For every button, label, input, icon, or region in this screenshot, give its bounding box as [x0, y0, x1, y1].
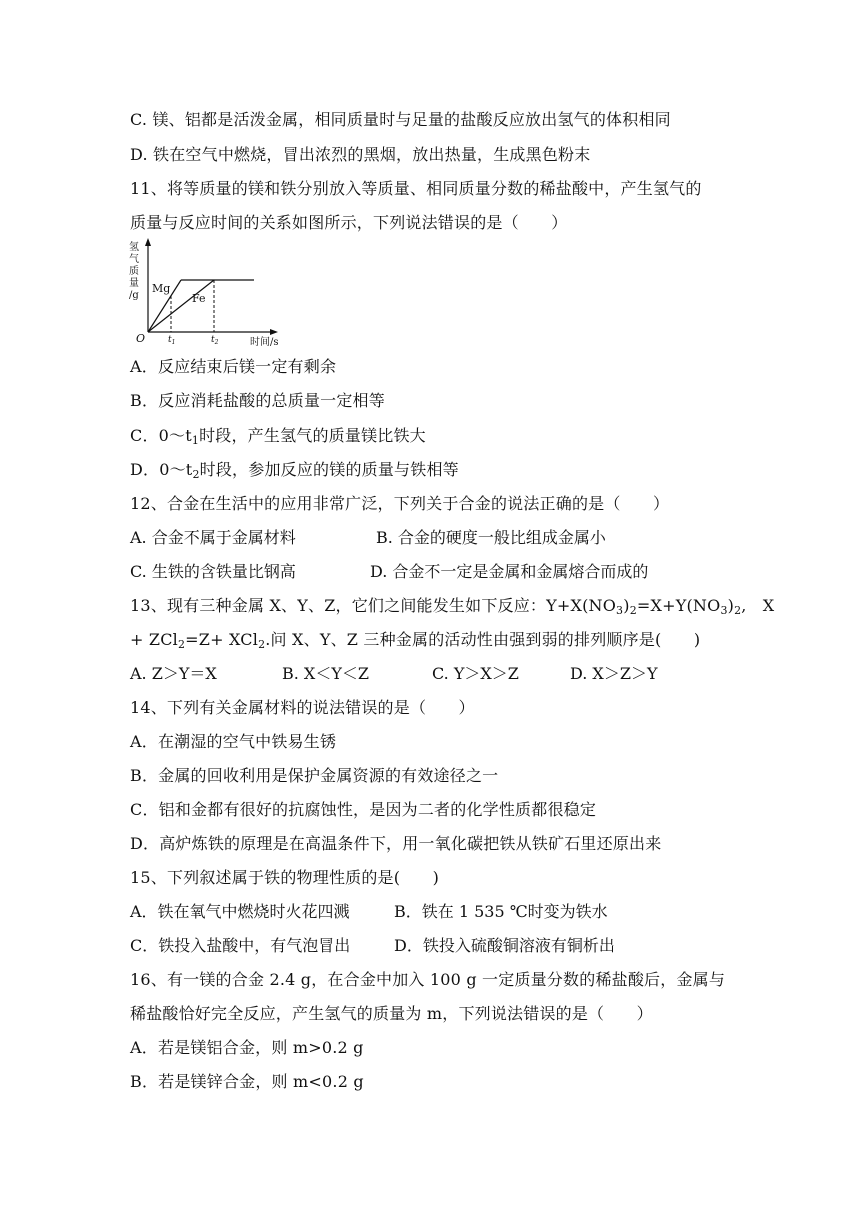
- q15-stem: 15、下列叙述属于铁的物理性质的是( ): [130, 868, 440, 887]
- q12-stem: 12、合金在生活中的应用非常广泛，下列关于合金的说法正确的是（ ）: [130, 494, 670, 513]
- q12-options-row2: [130, 559, 770, 585]
- q15-option-a: A．铁在氧气中燃烧时火花四溅: [130, 902, 350, 921]
- q13-stem-line2: + ZCl$_2$=Z+ XCl$_2$.问 X、Y、Z 三种金属的活动性由强到弱的排列顺序是( ): [130, 630, 701, 651]
- t1-label: $t_1$: [168, 335, 176, 346]
- q13-option-d: D. X＞Z＞Y: [570, 664, 658, 683]
- q16-option-a: A．若是镁铝合金，则 m>0.2 g: [130, 1038, 364, 1057]
- q12-option-d: D. 合金不一定是金属和金属熔合而成的: [370, 562, 649, 581]
- x-axis-arrow-icon: [270, 329, 278, 335]
- q14-stem: 14、下列有关金属材料的说法错误的是（ ）: [130, 698, 475, 717]
- q10-option-c: C. 镁、铝都是活泼金属，相同质量时与足量的盐酸反应放出氢气的体积相同: [130, 110, 671, 129]
- q11-option-b: B．反应消耗盐酸的总质量一定相等: [130, 391, 385, 410]
- q11-hydrogen-graph: [126, 236, 286, 348]
- q11-option-c: C．$0\sim t_1$时段，产生氢气的质量镁比铁大: [130, 426, 426, 447]
- q12-option-a: A. 合金不属于金属材料: [130, 528, 296, 547]
- t2-label: $t_2$: [211, 335, 219, 346]
- y-label-2: 气: [129, 254, 139, 265]
- q11-stem-line1: 11、将等质量的镁和铁分别放入等质量、相同质量分数的稀盐酸中，产生氢气的: [130, 179, 702, 198]
- q16-option-b: B．若是镁锌合金，则 m<0.2 g: [130, 1072, 364, 1091]
- q15-options-row1: [130, 899, 770, 925]
- q13-option-a: A. Z＞Y＝X: [130, 664, 217, 683]
- q12-options-row1: [130, 525, 770, 551]
- q12-option-b: B. 合金的硬度一般比组成金属小: [376, 528, 606, 547]
- q13-options: [130, 661, 770, 687]
- y-label-3: 质: [129, 266, 139, 277]
- y-label-5: /g: [129, 290, 139, 301]
- q11-stem-line2: 质量与反应时间的关系如图所示，下列说法错误的是（ ）: [130, 213, 568, 232]
- q13-stem-line1: 13、现有三种金属 X、Y、Z，它们之间能发生如下反应：$Y+X(NO_3)_2=X+Y(NO_3)_2$, X: [130, 596, 775, 617]
- origin-label: O: [136, 332, 146, 345]
- q14-option-c: C．铝和金都有很好的抗腐蚀性，是因为二者的化学性质都很稳定: [130, 800, 597, 819]
- q14-option-d: D．高炉炼铁的原理是在高温条件下，用一氧化碳把铁从铁矿石里还原出来: [130, 834, 662, 853]
- q15-option-d: D．铁投入硫酸铜溶液有铜析出: [394, 936, 615, 955]
- q13-option-c: C. Y＞X＞Z: [432, 664, 519, 683]
- q13-option-b: B. X＜Y＜Z: [282, 664, 370, 683]
- y-label-1: 氢: [129, 242, 139, 253]
- q16-stem-line1: 16、有一镁的合金 2.4 g，在合金中加入 100 g 一定质量分数的稀盐酸后，金属与: [130, 970, 726, 989]
- q15-options-row2: [130, 933, 770, 959]
- y-axis-arrow-icon: [145, 238, 151, 246]
- y-label-4: 量: [129, 278, 139, 289]
- q15-option-c: C．铁投入盐酸中，有气泡冒出: [130, 936, 351, 955]
- mg-label: Mg: [152, 282, 171, 295]
- q14-option-b: B．金属的回收利用是保护金属资源的有效途径之一: [130, 766, 499, 785]
- q11-option-d: D．$0\sim t_2$时段，参加反应的镁的质量与铁相等: [130, 460, 459, 481]
- q10-option-d: D. 铁在空气中燃烧，冒出浓烈的黑烟，放出热量，生成黑色粉末: [130, 145, 591, 164]
- q12-option-c: C. 生铁的含铁量比钢高: [130, 562, 296, 581]
- q15-option-b: B．铁在 1 535 ℃时变为铁水: [394, 902, 608, 921]
- q14-option-a: A．在潮湿的空气中铁易生锈: [130, 732, 337, 751]
- fe-label: Fe: [192, 292, 206, 305]
- q11-option-a: A．反应结束后镁一定有剩余: [130, 357, 337, 376]
- x-label: 时间/s: [250, 337, 279, 348]
- q16-stem-line2: 稀盐酸恰好完全反应，产生氢气的质量为 m，下列说法错误的是（ ）: [130, 1004, 653, 1023]
